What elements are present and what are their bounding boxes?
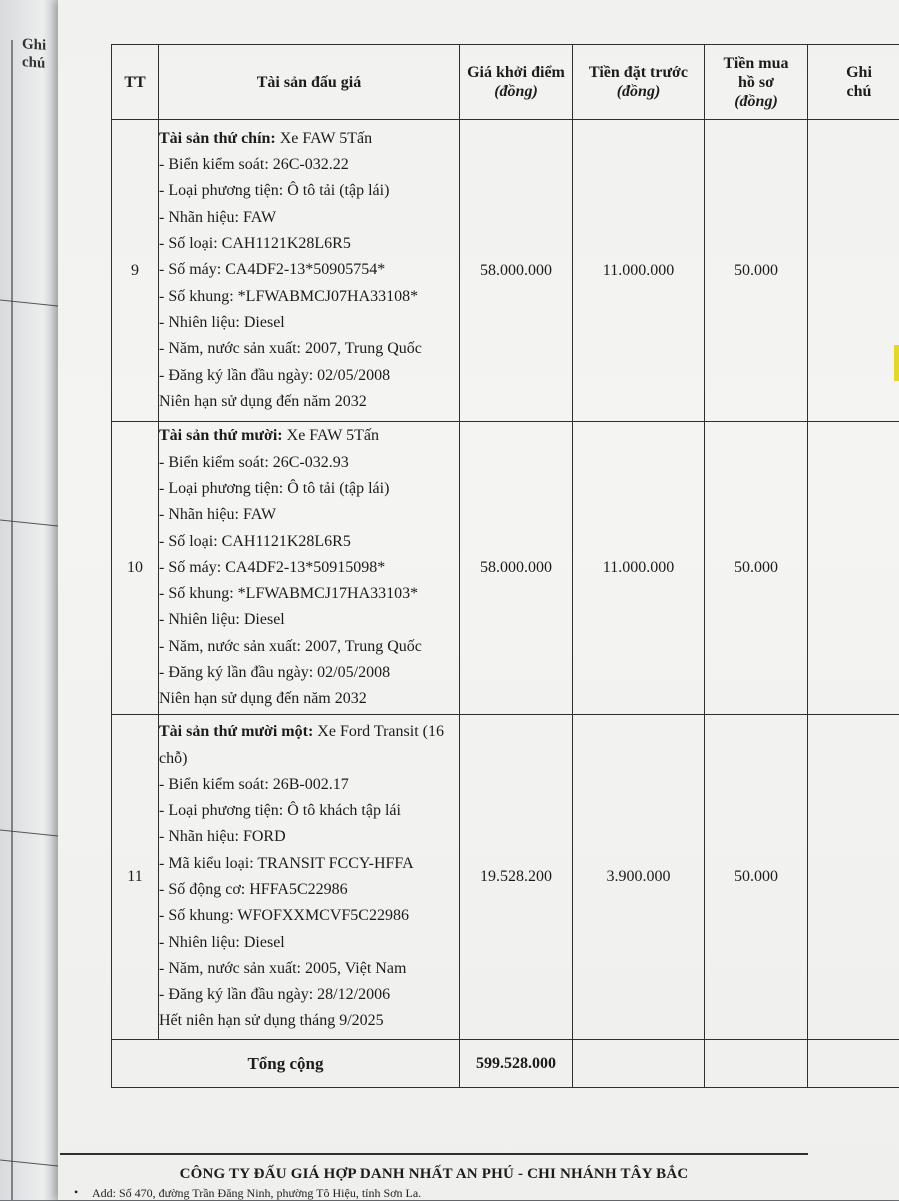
detail-line: - Loại phương tiện: Ô tô tải (tập lái) — [159, 182, 389, 199]
asset-title: Tài sản thứ mười một: — [159, 723, 313, 740]
detail-line: - Năm, nước sản xuất: 2005, Việt Nam — [159, 960, 406, 977]
detail-line: - Năm, nước sản xuất: 2007, Trung Quốc — [159, 340, 422, 357]
detail-line: - Biển kiểm soát: 26C-032.93 — [159, 454, 349, 471]
footer-divider — [60, 1153, 808, 1155]
detail-line: Hết niên hạn sử dụng tháng 9/2025 — [159, 1012, 384, 1029]
detail-line: - Số máy: CA4DF2-13*50915098* — [159, 559, 385, 576]
asset-title-rest: Xe FAW 5Tấn — [276, 130, 372, 147]
deposit-cell: 11.000.000 — [573, 120, 705, 422]
start-price-cell: 19.528.200 — [460, 715, 573, 1040]
adjacent-page-text — [22, 35, 46, 73]
detail-line: Niên hạn sử dụng đến năm 2032 — [159, 393, 367, 410]
table-row-asset-9 — [112, 120, 899, 422]
start-price-cell: 58.000.000 — [460, 120, 573, 422]
detail-line: - Số loại: CAH1121K28L6R5 — [159, 235, 351, 252]
detail-line: - Biển kiểm soát: 26B-002.17 — [159, 776, 349, 793]
detail-line: - Số khung: *LFWABMCJ07HA33108* — [159, 288, 418, 305]
detail-line: - Nhãn hiệu: FORD — [159, 828, 286, 845]
detail-line: - Nhiên liệu: Diesel — [159, 314, 285, 331]
detail-line: - Đăng ký lần đầu ngày: 28/12/2006 — [159, 986, 390, 1003]
header-tt: TT — [112, 45, 159, 120]
table-total-row — [112, 1040, 899, 1088]
total-empty-note — [808, 1040, 899, 1088]
header-start-price: Giá khởi điểm (đồng) — [460, 45, 573, 120]
detail-line: - Đăng ký lần đầu ngày: 02/05/2008 — [159, 664, 390, 681]
detail-line: - Mã kiểu loại: TRANSIT FCCY-HFFA — [159, 855, 414, 872]
footer-address-text: Add: Số 470, đường Trần Đăng Ninh, phường Tô Hiệu, tỉnh Sơn La. — [92, 1186, 421, 1200]
detail-line: Niên hạn sử dụng đến năm 2032 — [159, 690, 367, 707]
detail-line: - Nhiên liệu: Diesel — [159, 611, 285, 628]
detail-line: - Số khung: WFOFXXMCVF5C22986 — [159, 907, 409, 924]
fee-cell: 50.000 — [705, 422, 808, 715]
sticky-tab — [894, 345, 899, 381]
adjacent-page-edge — [0, 0, 62, 1200]
start-price-cell: 58.000.000 — [460, 422, 573, 715]
detail-line: - Số động cơ: HFFA5C22986 — [159, 881, 348, 898]
note-cell — [808, 120, 899, 422]
document-page — [58, 0, 899, 1200]
asset-description — [159, 715, 460, 1040]
fragment-top: Ghi — [22, 36, 46, 54]
fee-cell: 50.000 — [705, 120, 808, 422]
fragment-bottom: chú — [22, 54, 45, 72]
detail-line: - Biển kiểm soát: 26C-032.22 — [159, 156, 349, 173]
bullet-icon: • — [74, 1185, 78, 1200]
row-tt: 10 — [112, 422, 159, 715]
note-cell — [808, 422, 899, 715]
detail-line: - Nhãn hiệu: FAW — [159, 209, 276, 226]
detail-line: - Đăng ký lần đầu ngày: 02/05/2008 — [159, 367, 390, 384]
detail-line: - Số khung: *LFWABMCJ17HA33103* — [159, 585, 418, 602]
row-tt: 11 — [112, 715, 159, 1040]
deposit-cell: 11.000.000 — [573, 422, 705, 715]
total-label: Tổng cộng — [112, 1040, 460, 1088]
asset-title: Tài sản thứ chín: — [159, 130, 276, 147]
header-fee: Tiền mua hồ sơ (đồng) — [705, 45, 808, 120]
detail-line: - Loại phương tiện: Ô tô khách tập lái — [159, 802, 401, 819]
total-value: 599.528.000 — [460, 1040, 573, 1088]
note-cell — [808, 715, 899, 1040]
asset-title: Tài sản thứ mười: — [159, 427, 283, 444]
row-tt: 9 — [112, 120, 159, 422]
table-header-row — [112, 45, 899, 120]
asset-description — [159, 422, 460, 715]
asset-title-rest: Xe Ford Transit (16 chỗ) — [159, 723, 444, 766]
detail-line: - Loại phương tiện: Ô tô tải (tập lái) — [159, 480, 389, 497]
detail-line: - Nhãn hiệu: FAW — [159, 506, 276, 523]
asset-table — [111, 44, 899, 1088]
footer-address — [92, 1186, 421, 1201]
table-row-asset-11 — [112, 715, 899, 1040]
header-asset: Tài sản đấu giá — [159, 45, 460, 120]
table-row-asset-10 — [112, 422, 899, 715]
deposit-cell: 3.900.000 — [573, 715, 705, 1040]
asset-description — [159, 120, 460, 422]
asset-title-rest: Xe FAW 5Tấn — [283, 427, 379, 444]
header-deposit: Tiền đặt trước (đồng) — [573, 45, 705, 120]
detail-line: - Năm, nước sản xuất: 2007, Trung Quốc — [159, 638, 422, 655]
detail-line: - Số loại: CAH1121K28L6R5 — [159, 533, 351, 550]
total-empty-fee — [705, 1040, 808, 1088]
fee-cell: 50.000 — [705, 715, 808, 1040]
page-rule-lines — [0, 0, 60, 1200]
header-note: Ghi chú — [808, 45, 899, 120]
total-empty-deposit — [573, 1040, 705, 1088]
detail-line: - Số máy: CA4DF2-13*50905754* — [159, 261, 385, 278]
detail-line: - Nhiên liệu: Diesel — [159, 934, 285, 951]
footer-company-name: CÔNG TY ĐẤU GIÁ HỢP DANH NHẤT AN PHÚ - CHI NHÁNH TÂY BẮC — [60, 1166, 808, 1183]
